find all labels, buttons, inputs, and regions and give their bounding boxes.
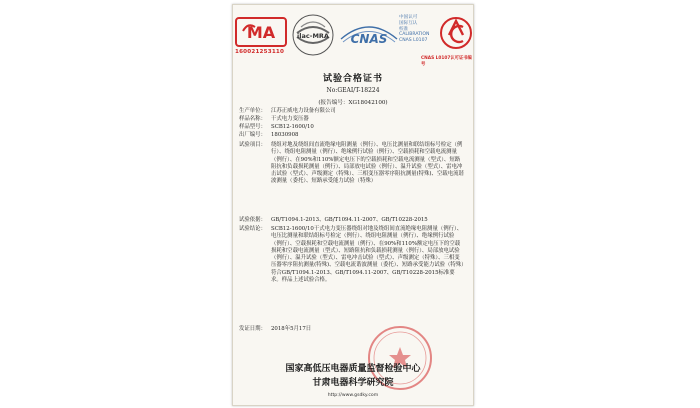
field-sample-model [239, 124, 465, 131]
field-manufacturer [239, 108, 465, 115]
field-value: 江苏正威电力设备有限公司 [271, 108, 336, 114]
cnas-text-line: 国际互认 [399, 20, 418, 26]
field-value: 18030908 [271, 132, 299, 138]
svg-text:MA: MA [246, 23, 276, 42]
field-value: SCB12-1600/10干式电力变压器绕组对地及绕组间直流绝缘电阻测量（例行）、电压比测量和联结组标号检定（例行）、绕组电阻测量（例行）、绝缘例行试验（例行）、空载损耗和空载电流测量（例行）、在90%和110%额定电压下的空载损耗和空载电流测量（型式）、短路阻抗和负载损耗测量（例行）、局部放电试验（例行）、温升试验（型式）、雷电冲击试验（型式）、声级测定（特殊）、三相变压器零序阻抗测量(特殊)、空载电流谐波测量（委托）、短路承受能力试验（特殊）符合GB/T1094.1-2013、GB/T1094.11-2007、GB/T10228-2015标准要求。样品上述试验合格。 [271, 226, 464, 284]
field-test-items [239, 142, 465, 186]
issuing-organization: 国家高低压电器质量监督检验中心 [285, 364, 421, 374]
cal-number: CNAS L0107认可证书编号 [421, 56, 472, 67]
website-url: http://www.gsdky.com [327, 393, 379, 398]
certificate-number: No:GEAI/T-18224 [326, 87, 380, 94]
field-test-basis [239, 217, 465, 224]
certificate-document [232, 4, 474, 406]
cnas-text-line: CALIBRATION [399, 32, 430, 38]
field-value: 绕组对地及绕组间直流绝缘电阻测量（例行）、电压比测量和联结组标号检定（例行）、绕组电阻测量（例行）、绝缘例行试验（例行）、空载损耗和空载电流测量（例行）、在90%和110%额定电压下的空载损耗和空载电流测量（型式）、短路阻抗和负载损耗测量（例行）、局部放电试验（例行）、温升试验（型式）、雷电冲击试验（型式）、声级测定（特殊）、三相变压器零序阻抗测量(特殊)、空载电流谐波测量（委托）、短路承受能力试验（特殊） [271, 142, 464, 185]
certificate-title: 试验合格证书 [322, 74, 383, 84]
field-label: 发证日期： [239, 326, 266, 332]
field-value: 2018年5月17日 [271, 326, 312, 332]
cma-number: 160021253110 [235, 49, 285, 55]
field-label: 试验结论： [239, 226, 266, 232]
cnas-text-line: CNAS L0107 [399, 38, 428, 44]
field-label: 出厂编号： [239, 132, 266, 138]
field-serial-number [239, 132, 465, 139]
accreditation-logos [233, 11, 473, 67]
field-label: 试验项目： [239, 142, 266, 148]
field-label: 样品型号： [239, 124, 266, 130]
issuing-institute: 甘肃电器科学研究院 [312, 378, 394, 388]
ilac-mra-logo-icon [291, 13, 335, 57]
ilac-label: ilac-MRA [297, 32, 329, 40]
cma-logo-icon [235, 17, 287, 47]
cnas-label: CNAS [350, 32, 388, 46]
field-value: 干式电力变压器 [271, 116, 309, 122]
field-sample-name [239, 116, 465, 123]
field-value: GB/T1094.1-2013、GB/T1094.11-2007、GB/T10228-2015 [271, 217, 428, 223]
field-test-conclusion [239, 226, 465, 284]
cnas-logo-icon [339, 19, 399, 49]
field-label: 生产单位： [239, 108, 266, 114]
cnas-text-line: 中国认可 [399, 15, 418, 20]
report-number: (报告编号：XG18042100) [318, 100, 388, 106]
field-value: SCB12-1600/10 [271, 124, 314, 130]
field-label: 试验依据： [239, 217, 266, 223]
cnas-text-line: 校准 [399, 26, 409, 32]
calibration-seal-icon [439, 13, 473, 57]
field-label: 样品名称： [239, 116, 266, 122]
